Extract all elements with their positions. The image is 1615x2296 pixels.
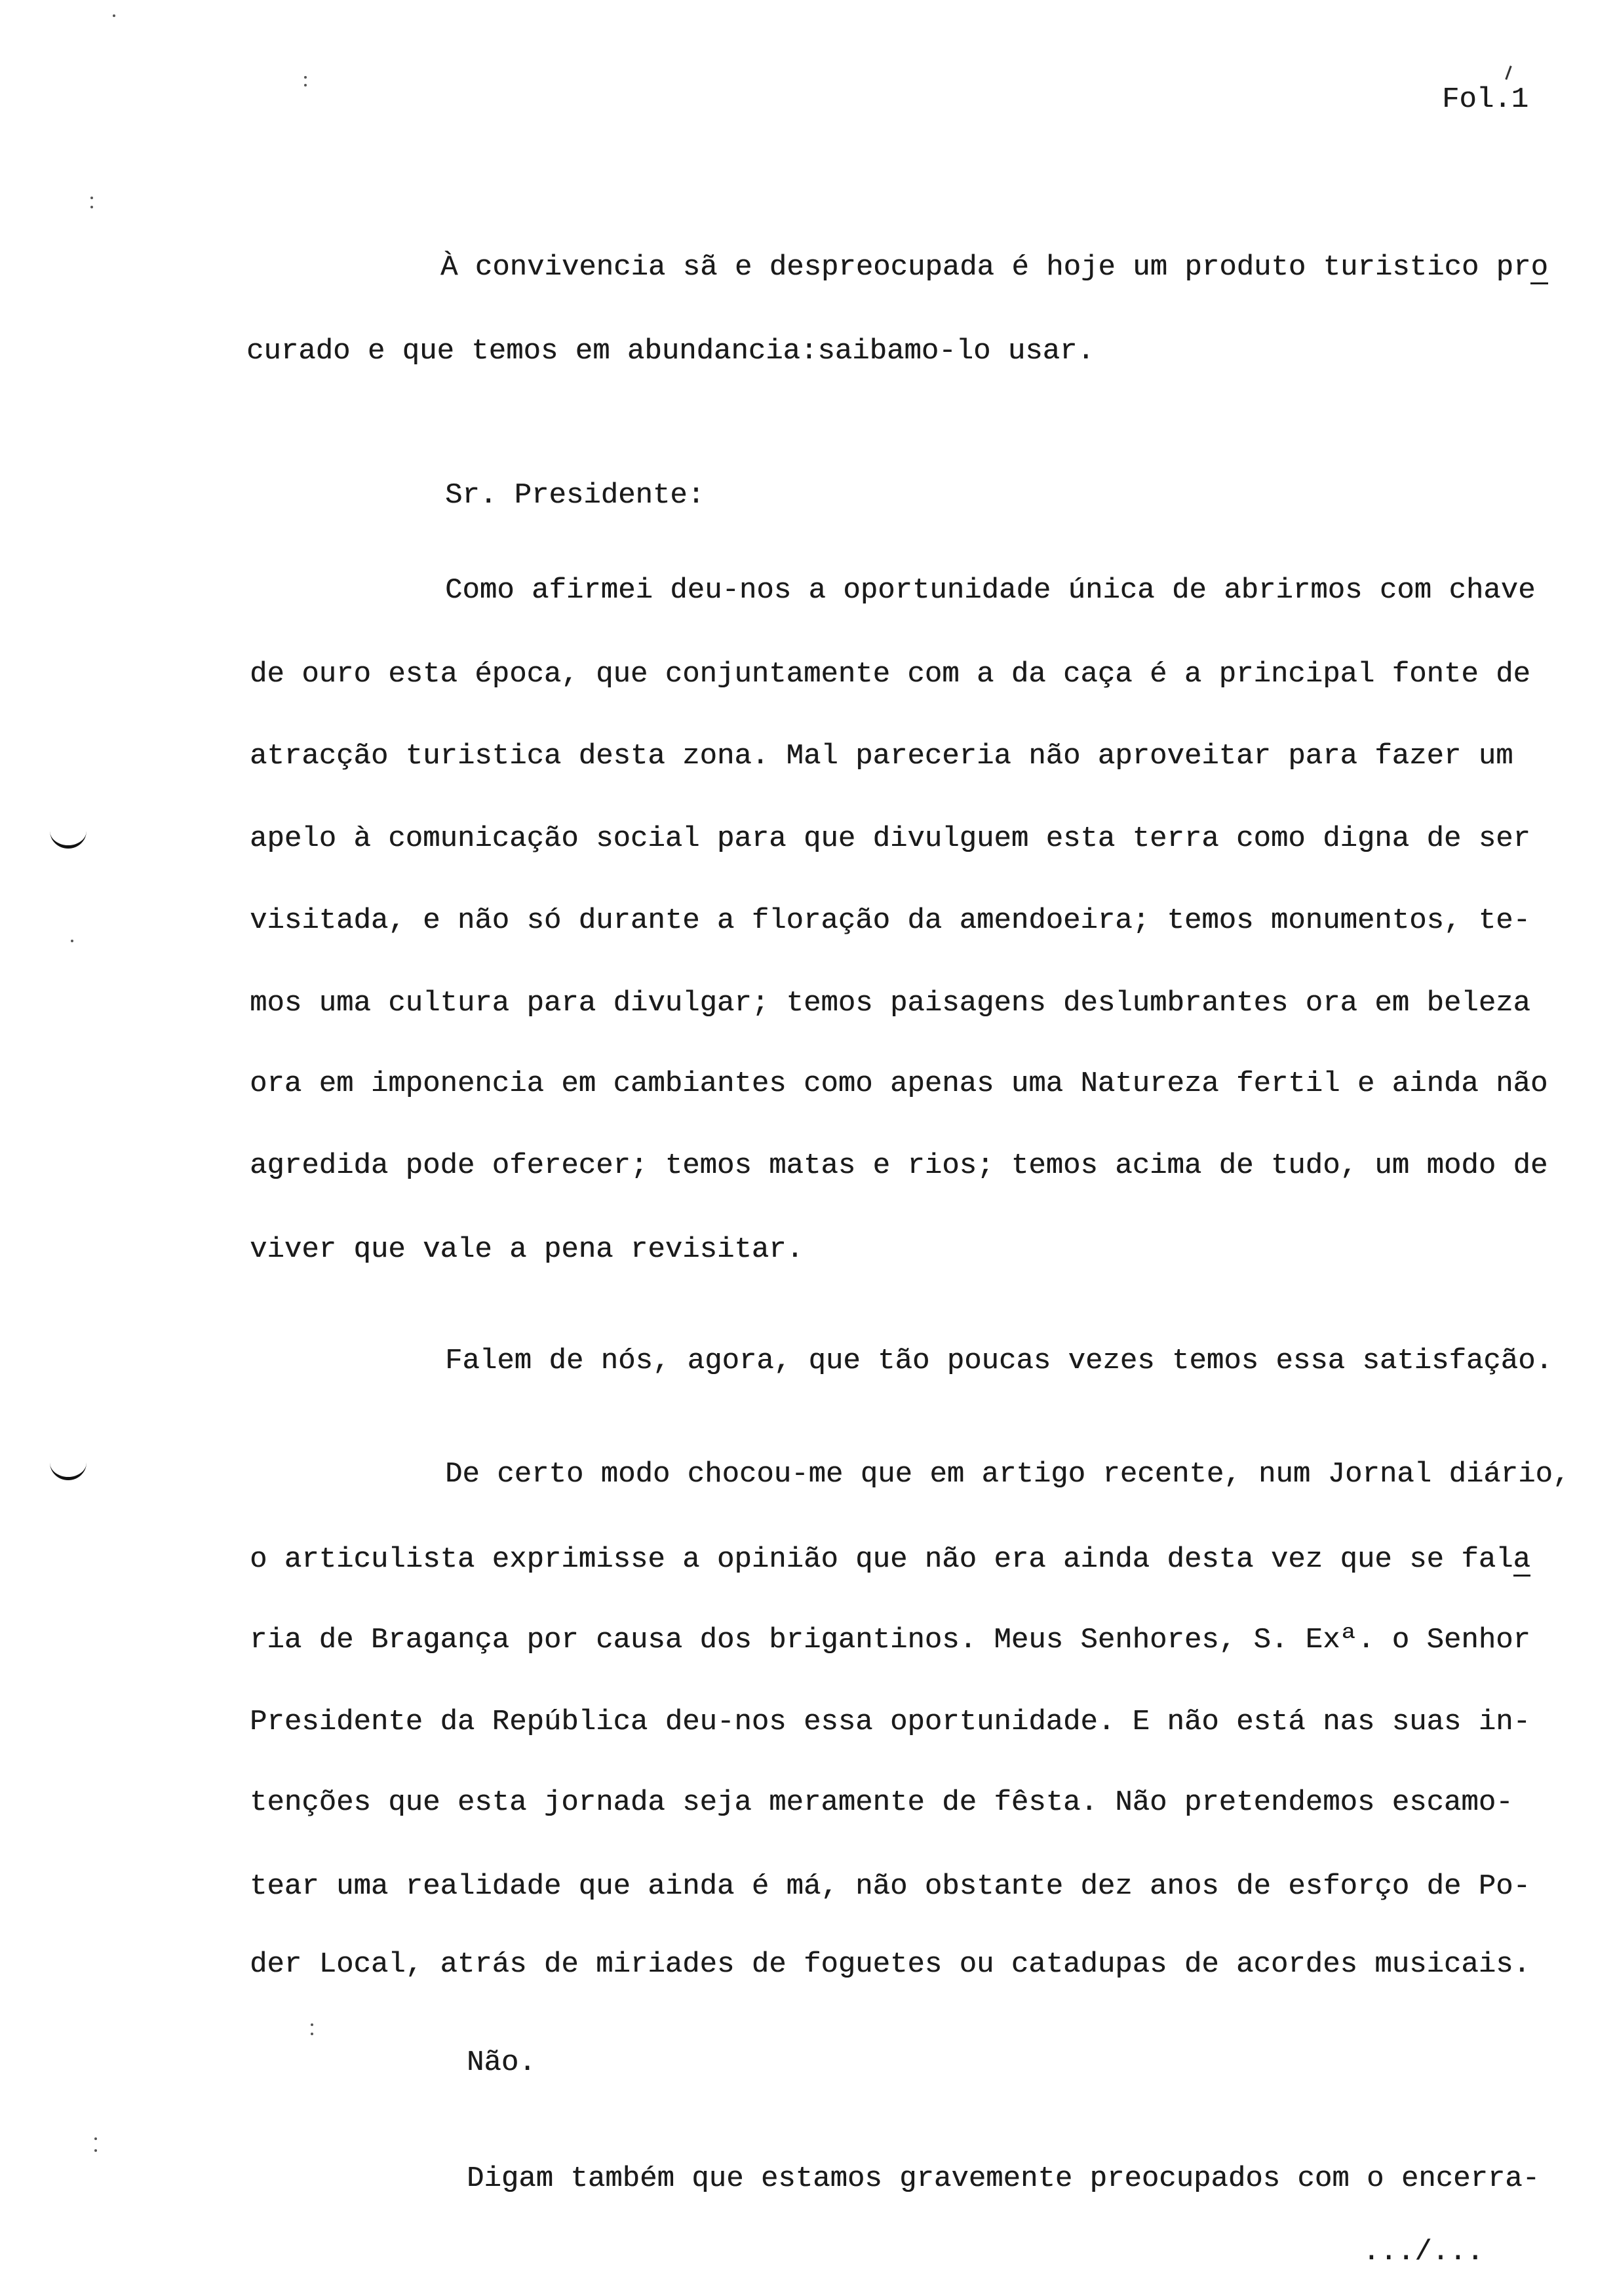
text-line: curado e que temos em abundancia:saibamo-lo usar. (246, 335, 1095, 368)
text-line: ora em imponencia em cambiantes como apenas uma Natureza fertil e ainda não (250, 1067, 1548, 1100)
speck (94, 2149, 97, 2152)
text-line: Falem de nós, agora, que tão poucas vezes temos essa satisfação. (445, 1345, 1553, 1377)
text-line: tear uma realidade que ainda é má, não obstante dez anos de esforço de Po- (250, 1870, 1530, 1903)
text-line: der Local, atrás de miriades de foguetes ou catadupas de acordes musicais. (250, 1948, 1530, 1981)
continuation-marker: .../... (1363, 2236, 1484, 2268)
text-line: À convivencia sã e despreocupada é hoje um produto turistico pro (440, 251, 1548, 284)
speck (311, 2023, 313, 2026)
punch-mark (50, 1463, 87, 1480)
text-line: apelo à comunicação social para que divulguem esta terra como digna de ser (250, 822, 1530, 855)
text-line: Como afirmei deu-nos a oportunidade única de abrirmos com chave (445, 574, 1536, 607)
text-line: de ouro esta época, que conjuntamente com a da caça é a principal fonte de (250, 658, 1530, 691)
speck (304, 84, 307, 86)
speck (94, 2137, 97, 2140)
folio-number: Fol.1 (1442, 83, 1529, 116)
salutation: Sr. Presidente: (445, 479, 705, 512)
text-line: viver que vale a pena revisitar. (250, 1233, 804, 1266)
text-line: ria de Bragança por causa dos brigantinos. Meus Senhores, S. Exª. o Senhor (250, 1624, 1530, 1656)
speck (113, 14, 115, 17)
pen-mark (1505, 66, 1511, 80)
text-line: atracção turistica desta zona. Mal pareceria não aproveitar para fazer um (250, 740, 1513, 773)
speck (90, 197, 93, 199)
punch-mark (50, 831, 87, 849)
text-line: De certo modo chocou-me que em artigo recente, num Jornal diário, (445, 1458, 1570, 1491)
speck (304, 76, 307, 79)
text-line: tenções que esta jornada seja meramente de fêsta. Não pretendemos escamo- (250, 1786, 1513, 1819)
text-line: visitada, e não só durante a floração da amendoeira; temos monumentos, te- (250, 904, 1530, 937)
text-line: o articulista exprimisse a opinião que não era ainda desta vez que se fala (250, 1543, 1530, 1576)
text-line: Presidente da República deu-nos essa oportunidade. E não está nas suas in- (250, 1706, 1530, 1738)
text-line: agredida pode oferecer; temos matas e rios; temos acima de tudo, um modo de (250, 1149, 1548, 1182)
text-line: Não. (467, 2046, 536, 2079)
speck (71, 940, 73, 942)
text-line: Digam também que estamos gravemente preocupados com o encerra- (467, 2162, 1540, 2195)
speck (90, 206, 93, 208)
speck (311, 2033, 313, 2035)
text-line: mos uma cultura para divulgar; temos paisagens deslumbrantes ora em beleza (250, 987, 1530, 1020)
